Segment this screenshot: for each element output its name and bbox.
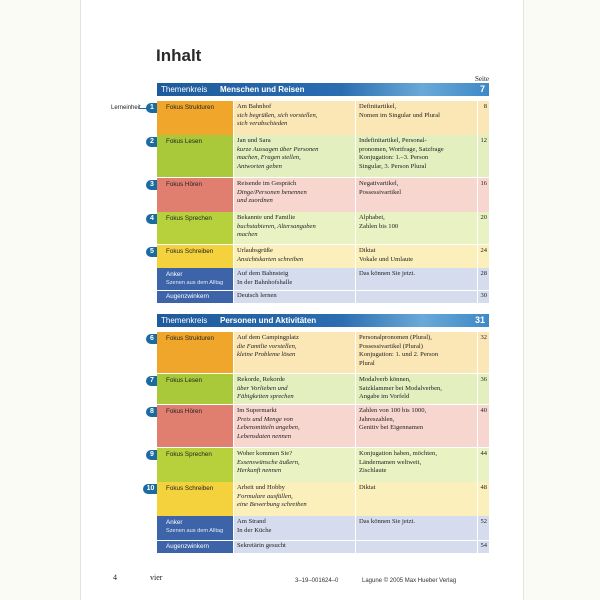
grammar-line: Definitartikel,	[359, 103, 397, 110]
topic-title: Urlaubsgrüße	[237, 247, 273, 254]
unit-row[interactable]	[157, 101, 489, 139]
anker-line: Auf dem Bahnsteig	[237, 270, 289, 277]
grammar-text	[359, 334, 474, 368]
grammar-line: Zischlaute	[359, 467, 387, 475]
topic-title: Reisende im Gespräch	[237, 180, 297, 187]
focus-label: Fokus Schreiben	[166, 248, 214, 255]
themenkreis-label: Themenkreis	[161, 316, 208, 325]
topic-desc-line: machen	[237, 231, 258, 239]
topic-text	[237, 376, 352, 402]
lerneinheit-label: Lerneinheit	[111, 105, 141, 111]
grammar-line: Konjugation haben, möchten,	[359, 450, 438, 457]
topic-title: Woher kommen Sie?	[237, 450, 293, 457]
anker-label: Anker	[166, 519, 183, 526]
focus-cell	[157, 405, 233, 447]
anker-focus-cell	[157, 268, 233, 290]
anker-page-cell	[478, 516, 489, 540]
page-cell	[478, 101, 489, 139]
grammar-cell	[356, 374, 477, 404]
section-header	[157, 83, 489, 96]
page-number: 52	[480, 518, 487, 525]
anker-label: Anker	[166, 271, 183, 278]
page-number: 12	[480, 137, 487, 144]
focus-cell	[157, 332, 233, 373]
augenzwinkern-page-cell	[478, 541, 489, 553]
grammar-line: Zahlen von 100 bis 1000,	[359, 407, 427, 414]
augenzwinkern-label: Augenzwinkern	[166, 543, 210, 550]
focus-cell	[157, 482, 233, 516]
grammar-line: Modalverb können,	[359, 376, 411, 383]
unit-row[interactable]	[157, 178, 489, 212]
anker-grammar-text: Das können Sie jetzt.	[359, 518, 416, 525]
topic-title: Am Bahnhof	[237, 103, 272, 110]
topic-text	[237, 247, 352, 264]
grammar-line: Diktat	[359, 247, 376, 254]
footer-publisher: Lagune © 2005 Max Hueber Verlag	[362, 578, 457, 584]
focus-label: Fokus Lesen	[166, 138, 203, 145]
seite-label: Seite	[475, 75, 489, 83]
topic-desc-line: sich begrüßen, sich vorstellen,	[237, 111, 318, 119]
grammar-text	[359, 484, 474, 493]
topic-desc-line: Herkunft nennen	[237, 467, 282, 475]
focus-label: Fokus Hören	[166, 408, 203, 415]
topic-text	[237, 137, 352, 171]
unit-row[interactable]	[157, 135, 489, 177]
section-header	[157, 314, 489, 327]
grammar-cell	[356, 101, 477, 139]
grammar-text	[359, 247, 474, 264]
anker-topic-text	[237, 518, 352, 535]
grammar-cell	[356, 178, 477, 212]
topic-title: Jan und Sara	[237, 137, 271, 144]
anker-row[interactable]	[157, 268, 489, 290]
page-cell	[478, 482, 489, 516]
topic-desc-line: Dinge/Personen benennen	[237, 188, 307, 196]
anker-line: Am Strand	[237, 518, 266, 525]
anker-sub: Szenen aus dem Alltag	[166, 280, 224, 286]
themenkreis-label: Themenkreis	[161, 85, 208, 94]
augenzwinkern-grammar-cell	[356, 291, 477, 303]
topic-cell	[234, 405, 355, 447]
page-cell	[478, 332, 489, 373]
topic-title: Im Supermarkt	[237, 407, 277, 414]
topic-desc-line: über Vorlieben und	[237, 384, 288, 392]
grammar-text	[359, 103, 474, 120]
augenzwinkern-text: Deutsch lernen	[237, 292, 277, 299]
focus-cell	[157, 212, 233, 244]
topic-cell	[234, 245, 355, 268]
grammar-line: Personalpronomen (Plural),	[359, 334, 432, 341]
topic-desc-line: und zuordnen	[237, 197, 273, 205]
focus-label: Fokus Hören	[166, 181, 203, 188]
page-cell	[478, 374, 489, 404]
grammar-line: Vokale und Umlaute	[359, 255, 414, 263]
grammar-line: Alphabet,	[359, 214, 385, 221]
augenzwinkern-label: Augenzwinkern	[166, 293, 210, 300]
grammar-cell	[356, 245, 477, 268]
focus-cell	[157, 178, 233, 212]
topic-cell	[234, 482, 355, 516]
focus-label: Fokus Sprechen	[166, 215, 212, 222]
page-number: 16	[480, 180, 487, 187]
page-number: 24	[480, 247, 487, 254]
anker-topic-cell	[234, 268, 355, 290]
topic-text	[237, 103, 352, 129]
grammar-text	[359, 376, 474, 402]
footer-isbn: 3–19–001624–0	[295, 578, 339, 584]
anker-line: In der Küche	[237, 526, 272, 534]
augenzwinkern-topic-cell	[234, 541, 355, 553]
unit-row[interactable]	[157, 212, 489, 244]
topic-desc-line: Antworten geben	[237, 162, 282, 170]
focus-label: Fokus Strukturen	[166, 104, 214, 111]
anker-row[interactable]	[157, 516, 489, 540]
unit-row[interactable]	[157, 374, 489, 404]
topic-cell	[234, 374, 355, 404]
augenzwinkern-text: Sekretärin gesucht	[237, 542, 286, 549]
anker-grammar-cell	[356, 268, 477, 290]
anker-grammar-cell	[356, 516, 477, 540]
page-cell	[478, 178, 489, 212]
page-cell	[478, 245, 489, 268]
unit-row[interactable]	[157, 405, 489, 447]
anker-topic-text	[237, 270, 352, 287]
unit-number-badge[interactable]: 7	[146, 376, 158, 386]
augenzwinkern-topic-cell	[234, 291, 355, 303]
unit-number-badge[interactable]: 10	[143, 484, 158, 494]
anker-line: In der Bahnhofshalle	[237, 278, 293, 286]
grammar-line: Singular, 3. Person Plural	[359, 162, 427, 170]
topic-title: Rekorde, Rekorde	[237, 376, 285, 383]
augenzwinkern-focus-cell	[157, 541, 233, 553]
page-number: 20	[480, 214, 487, 221]
grammar-cell	[356, 212, 477, 244]
topic-desc-line: die Familie vorstellen,	[237, 342, 297, 350]
topic-desc-line: kurze Aussagen über Personen	[237, 145, 319, 153]
grammar-line: Possessivartikel (Plural)	[359, 342, 423, 350]
page-number: 8	[483, 103, 487, 110]
page-number: 40	[480, 407, 487, 414]
focus-cell	[157, 448, 233, 482]
topic-cell	[234, 448, 355, 482]
page-number: 32	[480, 334, 487, 341]
page-cell	[478, 448, 489, 482]
focus-label: Fokus Lesen	[166, 377, 203, 384]
augenzwinkern-focus-cell	[157, 291, 233, 303]
grammar-cell	[356, 448, 477, 482]
grammar-line: Possessivartikel	[359, 188, 402, 196]
grammar-text	[359, 214, 474, 231]
topic-desc-line: Preis und Menge von	[237, 415, 293, 423]
page-number: 28	[480, 270, 487, 277]
topic-desc-line: eine Bewerbung schreiben	[237, 501, 307, 509]
unit-number-badge[interactable]: 3	[146, 180, 158, 190]
page-number: 44	[480, 450, 487, 457]
topic-text	[237, 214, 352, 240]
topic-desc-line: sich verabschieden	[237, 120, 288, 128]
topic-text	[237, 180, 352, 206]
grammar-line: Indefinitartikel, Personal-	[359, 137, 427, 144]
grammar-line: Nomen im Singular und Plural	[359, 111, 440, 119]
topic-cell	[234, 332, 355, 373]
focus-cell	[157, 135, 233, 177]
page-cell	[478, 405, 489, 447]
grammar-line: Satzklammer bei Modalverben,	[359, 384, 442, 392]
topic-desc-line: kleine Probleme lösen	[237, 351, 296, 359]
footer-page-number: 4	[113, 573, 117, 582]
grammar-line: Ländernamen weltweit,	[359, 458, 422, 466]
topic-desc-line: Ansichtskarten schreiben	[237, 255, 304, 263]
section-title: Personen und Aktivitäten	[220, 316, 317, 325]
unit-number-badge[interactable]: 2	[146, 137, 158, 147]
unit-row[interactable]	[157, 482, 489, 516]
unit-number-badge[interactable]: 4	[146, 214, 158, 224]
augenzwinkern-row[interactable]	[157, 541, 489, 553]
focus-label: Fokus Sprechen	[166, 451, 212, 458]
anker-page-cell	[478, 268, 489, 290]
section-title: Menschen und Reisen	[220, 85, 305, 94]
page-title: Inhalt	[156, 46, 202, 65]
focus-cell	[157, 374, 233, 404]
unit-number-badge[interactable]: 1	[146, 103, 158, 113]
unit-number-badge[interactable]: 8	[146, 407, 158, 417]
section-page: 31	[474, 315, 485, 325]
topic-text	[237, 484, 352, 510]
anker-grammar-text: Das können Sie jetzt.	[359, 270, 416, 277]
augenzwinkern-grammar-cell	[356, 541, 477, 553]
topic-cell	[234, 101, 355, 139]
page-number: 36	[480, 376, 487, 383]
topic-text	[237, 407, 352, 441]
grammar-line: Negativartikel,	[359, 180, 399, 187]
topic-desc-line: Lebensdaten nennen	[237, 432, 292, 440]
unit-number-badge[interactable]: 9	[146, 450, 158, 460]
topic-cell	[234, 212, 355, 244]
unit-row[interactable]	[157, 448, 489, 482]
grammar-line: pronomen, Wortfrage, Satzfrage	[359, 145, 444, 153]
focus-cell	[157, 245, 233, 268]
page-cell	[478, 212, 489, 244]
topic-desc-line: Formulare ausfüllen,	[237, 492, 293, 500]
grammar-text	[359, 180, 474, 197]
grammar-cell	[356, 332, 477, 373]
anker-focus-cell	[157, 516, 233, 540]
grammar-line: Zahlen bis 100	[359, 222, 399, 230]
grammar-text	[359, 137, 474, 171]
page-number: 54	[480, 542, 487, 549]
grammar-line: Genitiv bei Eigennamen	[359, 424, 424, 432]
anker-topic-cell	[234, 516, 355, 540]
augenzwinkern-page-cell	[478, 291, 489, 303]
topic-desc-line: buchstabieren, Altersangaben	[237, 222, 316, 230]
focus-label: Fokus Schreiben	[166, 485, 214, 492]
topic-title: Arbeit und Hobby	[237, 484, 285, 491]
focus-cell	[157, 101, 233, 139]
grammar-text	[359, 450, 474, 476]
unit-row[interactable]	[157, 245, 489, 268]
grammar-cell	[356, 405, 477, 447]
topic-desc-line: Essenswünsche äußern,	[237, 458, 300, 466]
augenzwinkern-row[interactable]	[157, 291, 489, 303]
grammar-line: Angabe im Vorfeld	[359, 393, 410, 401]
grammar-cell	[356, 135, 477, 177]
section-page: 7	[479, 84, 485, 94]
page-number: 48	[480, 484, 487, 491]
topic-title: Bekannte und Familie	[237, 214, 296, 221]
grammar-line: Konjugation: 1.–3. Person	[359, 154, 429, 162]
topic-cell	[234, 178, 355, 212]
page-cell	[478, 135, 489, 177]
grammar-line: Diktat	[359, 484, 376, 491]
grammar-line: Plural	[359, 359, 375, 367]
focus-label: Fokus Strukturen	[166, 335, 214, 342]
topic-desc-line: Lebensmitteln angeben,	[237, 424, 300, 432]
unit-number-badge[interactable]: 6	[146, 334, 158, 344]
topic-cell	[234, 135, 355, 177]
anker-sub: Szenen aus dem Alltag	[166, 528, 224, 534]
unit-number-badge[interactable]: 5	[146, 247, 158, 257]
topic-text	[237, 450, 352, 476]
grammar-line: Konjugation: 1. und 2. Person	[359, 351, 439, 359]
grammar-cell	[356, 482, 477, 516]
topic-desc-line: Fähigkeiten sprechen	[237, 393, 294, 401]
unit-row[interactable]	[157, 332, 489, 373]
grammar-text	[359, 407, 474, 433]
grammar-line: Jahreszahlen,	[359, 415, 395, 423]
topic-title: Auf dem Campingplatz	[237, 334, 299, 341]
topic-desc-line: machen, Fragen stellen,	[237, 154, 301, 162]
footer-page-word: vier	[150, 573, 163, 582]
page-number: 30	[480, 292, 487, 299]
topic-text	[237, 334, 352, 360]
